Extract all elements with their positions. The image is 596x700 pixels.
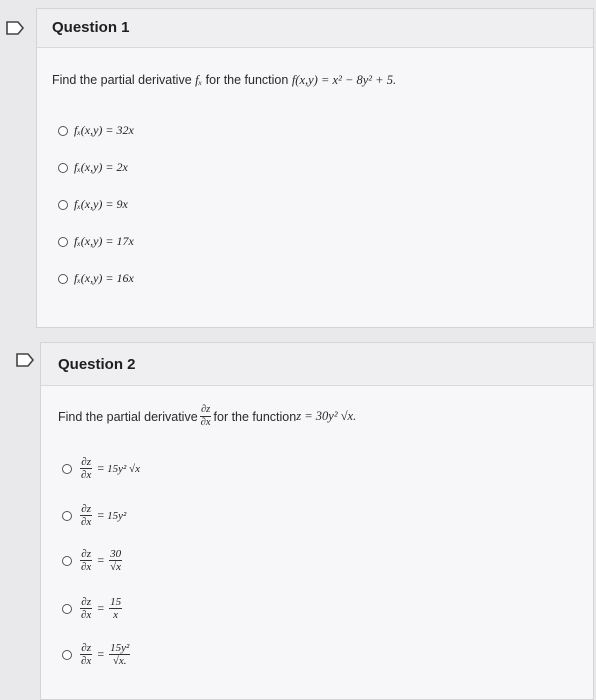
question-2-prompt — [58, 404, 356, 429]
fraction-numerator: ∂z — [81, 456, 92, 468]
lhs-fraction — [80, 456, 92, 481]
q2-option-4[interactable] — [62, 596, 124, 621]
radio-button[interactable] — [62, 556, 72, 566]
option-label: fₓ(x,y) = 17x — [74, 234, 134, 248]
lhs-fraction — [80, 596, 92, 621]
prompt-fraction — [200, 404, 212, 429]
lhs-fraction — [80, 503, 92, 528]
prompt-text-mid: for the function — [202, 73, 292, 87]
fraction-numerator: 30 — [110, 548, 122, 560]
fraction-denominator: ∂x — [81, 516, 92, 528]
rhs-fraction — [109, 642, 130, 667]
option-rhs: 15y² — [107, 509, 127, 522]
q2-option-2[interactable] — [62, 503, 126, 528]
q1-option-3[interactable] — [58, 197, 128, 212]
q2-option-5[interactable] — [62, 642, 132, 667]
radio-button[interactable] — [58, 274, 68, 284]
radio-button[interactable] — [58, 237, 68, 247]
q2-option-1[interactable] — [62, 456, 140, 481]
prompt-variable: fₓ — [195, 73, 203, 87]
question-1-title: Question 1 — [52, 19, 130, 36]
q2-option-3[interactable] — [62, 548, 124, 573]
fraction-denominator: √x. — [112, 655, 127, 667]
rhs-fraction — [109, 548, 122, 573]
fraction-numerator: ∂z — [81, 548, 92, 560]
fraction-numerator: 15y² — [110, 642, 130, 654]
option-label: fₓ(x,y) = 32x — [74, 123, 134, 137]
radio-button[interactable] — [58, 163, 68, 173]
fraction-denominator: ∂x — [81, 609, 92, 621]
flag-icon[interactable] — [14, 352, 36, 368]
fraction-denominator: ∂x — [81, 655, 92, 667]
q1-option-2[interactable] — [58, 160, 128, 175]
lhs-fraction — [80, 548, 92, 573]
radio-button[interactable] — [62, 464, 72, 474]
option-label: fₓ(x,y) = 2x — [74, 160, 128, 174]
fraction-denominator: ∂x — [81, 469, 92, 481]
radio-button[interactable] — [62, 650, 72, 660]
fraction-denominator: ∂x — [81, 561, 92, 573]
option-rhs: 15y² √x — [107, 462, 140, 475]
question-2-title: Question 2 — [58, 356, 136, 373]
flag-icon[interactable] — [4, 20, 26, 36]
radio-button[interactable] — [58, 200, 68, 210]
q1-option-5[interactable] — [58, 271, 134, 286]
fraction-denominator: ∂x — [200, 417, 211, 428]
fraction-numerator: 15 — [110, 596, 122, 608]
radio-button[interactable] — [58, 126, 68, 136]
fraction-numerator: ∂z — [81, 503, 92, 515]
prompt-text: Find the partial derivative — [52, 73, 196, 87]
rhs-fraction — [109, 596, 122, 621]
q1-option-1[interactable] — [58, 123, 134, 138]
equals-sign: = — [97, 553, 105, 567]
equals-sign: = — [97, 601, 105, 615]
radio-button[interactable] — [62, 604, 72, 614]
fraction-denominator: x — [113, 609, 119, 621]
prompt-text: Find the partial derivative — [58, 409, 198, 424]
question-1-prompt — [52, 73, 396, 88]
fraction-numerator: ∂z — [81, 596, 92, 608]
equals-sign: = — [97, 508, 105, 522]
fraction-denominator: √x — [110, 561, 122, 573]
prompt-function: z = 30y² √x. — [296, 409, 357, 423]
equals-sign: = — [97, 461, 105, 475]
equals-sign: = — [97, 647, 105, 661]
q1-option-4[interactable] — [58, 234, 134, 249]
fraction-numerator: ∂z — [81, 642, 92, 654]
prompt-text-mid: for the function — [213, 409, 297, 424]
option-label: fₓ(x,y) = 9x — [74, 197, 128, 211]
lhs-fraction — [80, 642, 92, 667]
radio-button[interactable] — [62, 511, 72, 521]
fraction-numerator: ∂z — [200, 404, 211, 415]
option-label: fₓ(x,y) = 16x — [74, 271, 134, 285]
prompt-function: f(x,y) = x² − 8y² + 5. — [291, 73, 397, 87]
